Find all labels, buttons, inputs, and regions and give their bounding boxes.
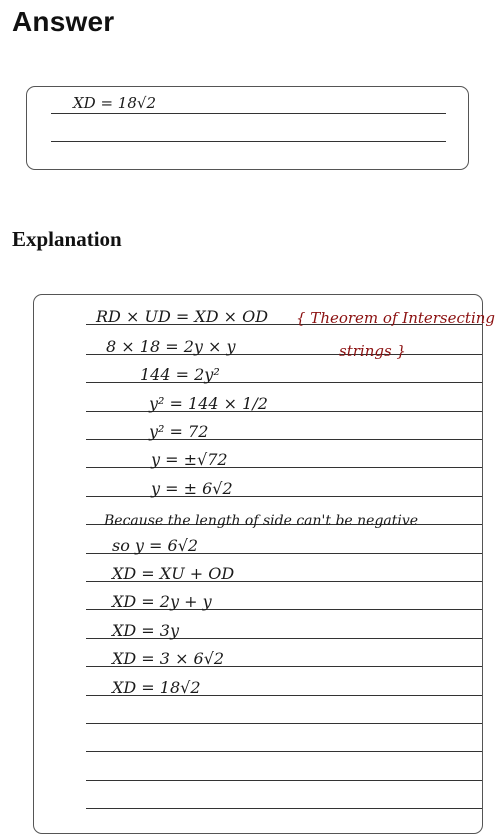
ruled-line (86, 751, 482, 752)
step-line: XD = 2y + y (112, 592, 212, 611)
answer-line: XD = 18√2 (73, 94, 156, 112)
step-line: XD = 18√2 (112, 678, 201, 697)
ruled-line (86, 467, 482, 468)
ruled-line (86, 411, 482, 412)
step-line: XD = 3y (112, 621, 180, 640)
step-line: y² = 144 × 1/2 (149, 394, 268, 413)
answer-heading: Answer (12, 6, 115, 37)
theorem-note: strings } (339, 342, 406, 360)
step-line: y = ± 6√2 (151, 479, 233, 498)
explanation-heading: Explanation (12, 227, 122, 251)
ruled-line (86, 780, 482, 781)
ruled-line (51, 113, 446, 114)
step-line: XD = XU + OD (112, 564, 235, 583)
ruled-line (86, 808, 482, 809)
explanation-box (33, 294, 495, 834)
step-line: XD = 3 × 6√2 (112, 649, 225, 668)
step-line: 8 × 18 = 2y × y (106, 337, 236, 356)
step-line: 144 = 2y² (140, 365, 220, 384)
step-line: so y = 6√2 (112, 536, 199, 555)
theorem-note: { Theorem of Intersecting (296, 309, 495, 327)
step-line: Because the length of side can't be negative (104, 513, 419, 529)
ruled-line (86, 439, 482, 440)
answer-box (26, 86, 469, 170)
ruled-line (86, 723, 482, 724)
step-line: RD × UD = XD × OD (96, 307, 269, 326)
ruled-line (51, 141, 446, 142)
ruled-line (86, 496, 482, 497)
step-line: y = ±√72 (151, 450, 228, 469)
step-line: y² = 72 (149, 422, 209, 441)
